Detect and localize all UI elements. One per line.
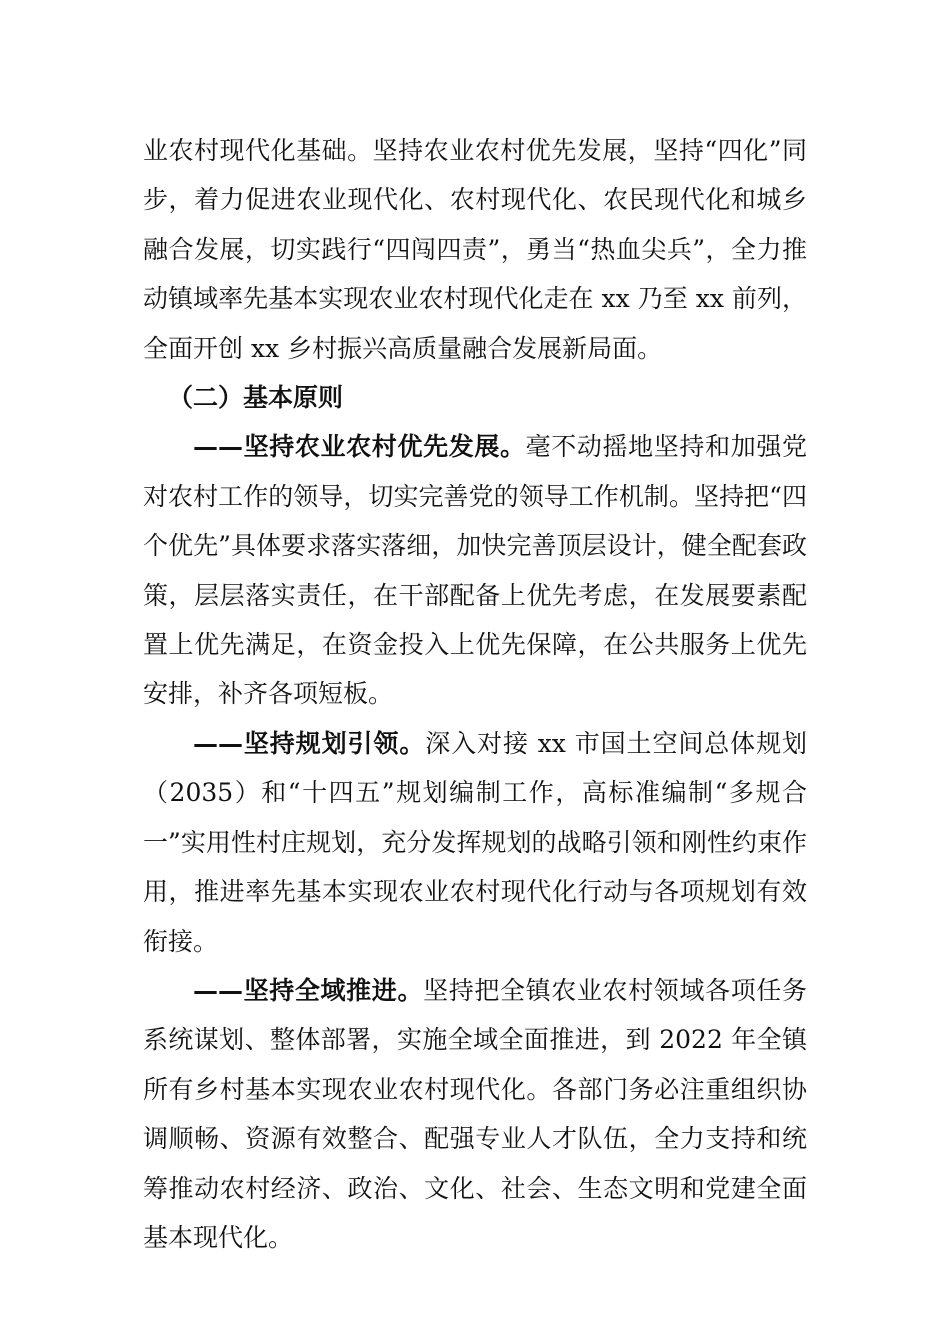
document-page — [143, 126, 807, 1262]
principle-title: ——坚持农业农村优先发展。 — [193, 432, 526, 462]
principle-body: 坚持把全镇农业农村领域各项任务系统谋划、整体部署，实施全域全面推进，到 2022 年全镇所有乡村基本实现农业农村现代化。各部门务必注重组织协调顺畅、资源有效整合、配强专业人才队伍，全力支持和统筹推动农村经济、政治、文化、社会、生态文明和党建全面基本现代化。 — [143, 975, 807, 1252]
paragraph-continuation: 业农村现代化基础。坚持农业农村优先发展，坚持“四化”同步，着力促进农业现代化、农村现代化、农民现代化和城乡融合发展，切实践行“四闯四责”，勇当“热血尖兵”，全力推动镇域率先基本实现农业农村现代化走在 xx 乃至 xx 前列，全面开创 xx 乡村振兴高质量融合发展新局面。 — [143, 136, 807, 363]
paragraph-priority-development — [143, 422, 807, 718]
section-heading: （二）基本原则 — [168, 383, 344, 413]
paragraph-planning-guidance — [143, 719, 807, 966]
principle-title: ——坚持规划引领。 — [193, 728, 426, 758]
principle-body: 毫不动摇地坚持和加强党对农村工作的领导，切实完善党的领导工作机制。坚持把“四个优先”具体要求落实落细，加快完善顶层设计，健全配套政策，层层落实责任，在干部配备上优先考虑，在发展要素配置上优先满足，在资金投入上优先保障，在公共服务上优先安排，补齐各项短板。 — [143, 432, 807, 709]
paragraph-full-area-advance — [143, 966, 807, 1262]
principle-title: ——坚持全域推进。 — [193, 975, 424, 1005]
principle-body: 深入对接 xx 市国土空间总体规划（2035）和“十四五”规划编制工作，高标准编制“多规合一”实用性村庄规划，充分发挥规划的战略引领和刚性约束作用，推进率先基本实现农业农村现代化行动与各项规划有效衔接。 — [143, 728, 807, 956]
